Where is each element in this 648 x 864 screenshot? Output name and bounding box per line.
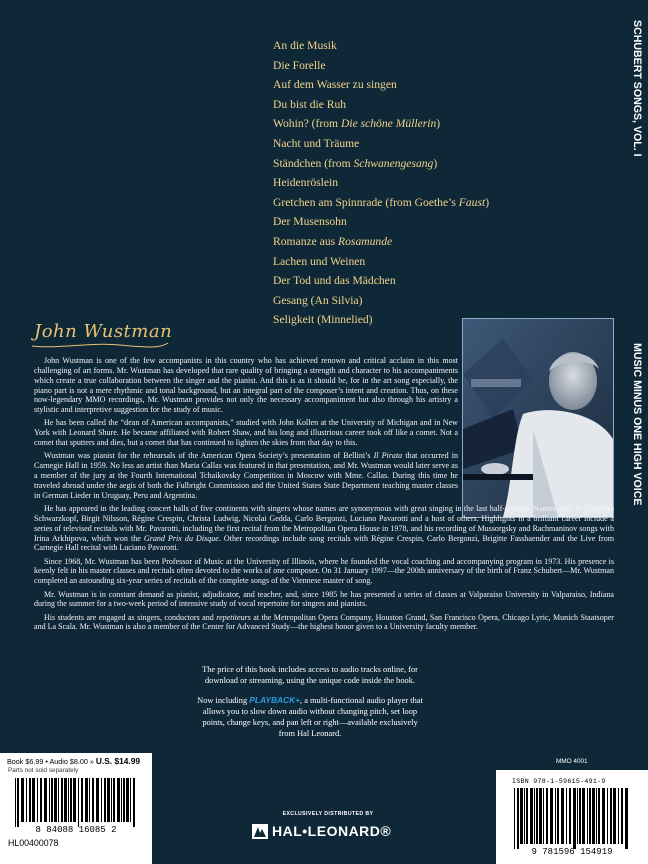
barcode-bar xyxy=(40,778,42,822)
barcode-bar xyxy=(61,778,63,822)
barcode-bar xyxy=(526,788,528,844)
song-title: Lachen und Weinen xyxy=(273,254,366,268)
barcode-bar xyxy=(530,788,533,844)
mmo-code: MMO 4001 xyxy=(556,758,588,765)
barcode-bar xyxy=(573,788,576,849)
song-title: Du bist die Ruh xyxy=(273,97,347,111)
barcode-bar xyxy=(577,788,578,844)
barcode-bar xyxy=(78,778,79,827)
barcode-bar xyxy=(561,788,564,844)
barcode-bar xyxy=(111,778,112,822)
barcode-bar xyxy=(602,788,605,844)
hl-code: HL00400078 xyxy=(8,838,59,848)
publisher-logo xyxy=(252,822,391,840)
barcode-bar xyxy=(550,788,553,844)
bio-paragraph: His students are engaged as singers, conductors and repetiteurs at the Metropolitan Opera Company, Houston Grand, San Francisco Opera, Chicago Lyric, Munich Staatsoper and La Scala. Mr. Wustman is also a member of the Center for Advanced Study—the highest honor given to a University faculty member. xyxy=(34,612,614,632)
barcode-bar xyxy=(26,778,27,822)
barcode-bar xyxy=(92,778,94,822)
isbn-box xyxy=(496,770,648,864)
playback-logo: PLAYBACK+ xyxy=(249,695,301,706)
barcode-bar xyxy=(68,778,69,822)
barcode-bar xyxy=(101,778,102,822)
barcode-bar xyxy=(130,778,131,822)
song-title: Ständchen (from Schwanengesang) xyxy=(273,156,438,170)
upc-digits: 8 84088 16085 2 xyxy=(35,825,117,834)
upc-barcode xyxy=(9,778,143,834)
barcode-bar xyxy=(49,778,50,822)
barcode-bar xyxy=(569,788,571,844)
publisher-name: HAL•LEONARD® xyxy=(272,823,392,839)
barcode-bar xyxy=(81,778,83,822)
barcode-bar xyxy=(566,788,567,844)
barcode-bar xyxy=(32,778,35,822)
barcode-bar xyxy=(621,788,623,844)
barcode-bar xyxy=(618,788,619,844)
barcode-bar xyxy=(514,788,515,849)
barcode-bar xyxy=(96,778,99,822)
barcode-bar xyxy=(613,788,616,844)
signature: John Wustman xyxy=(34,321,173,342)
biography xyxy=(34,356,614,636)
barcode-bar xyxy=(610,788,612,844)
barcode-bar xyxy=(104,778,106,822)
audio-access-note: The price of this book includes access to audio tracks online, for download or streaming, using the unique code inside the book. xyxy=(202,665,418,685)
barcode-bar xyxy=(15,778,16,827)
barcode-bar xyxy=(587,788,588,844)
barcode-bar xyxy=(596,788,597,844)
barcode-bar xyxy=(589,788,591,844)
spine-subtitle: MUSIC MINUS ONE HIGH VOICE xyxy=(631,343,643,506)
bio-paragraph: Mr. Wustman is in constant demand as pianist, adjudicator, and teacher, and, since 1985 he has presented a series of classes at Valparaiso University in Valparaiso, Indiana during the summer for a two-week period of intensive study of vocal repertoire for singers and pianists. xyxy=(34,589,614,609)
barcode-bar xyxy=(517,788,519,849)
playback-note: Now including PLAYBACK+, a multi-functional audio player that allows you to slow down audio without changing pitch, set loop points, change keys, and pan left or right—available exclusively from Hal Leonard. xyxy=(197,695,423,738)
barcode-bar xyxy=(29,778,31,822)
barcode-bar xyxy=(557,788,559,844)
barcode-bar xyxy=(582,788,585,844)
barcode-bar xyxy=(51,778,53,822)
bio-paragraph: He has appeared in the leading concert halls of five continents with singers whose names are synonymous with great singing in the last half-century. Names such as Elisabeth Schwarzkopf, Birgit Nilsson, Régine Crespin, Christa Ludwig, Nicolai Gedda, Carlo Bergonzi, Luciano Pavarotti and a host of others. Highlights in a brilliant career include a series of televised recitals with Mr. Pavarotti, including the first recital from the Metropolitan Opera House in 1978, and his recording of Mussorgsky and Rachmaninov songs with Irina Arkhipova, which won the Grand Prix du Disque. Other recordings include song recitals with Régine Crespin, Carlo Bergonzi, Brigitte Fassbaender and the Live from Carnegie Hall recital with Luciano Pavarotti. xyxy=(34,503,615,553)
not-sold-note: Parts not sold separately xyxy=(8,767,79,774)
song-title: Gretchen am Spinnrade (from Goethe’s Faust) xyxy=(273,195,490,209)
barcode-bar xyxy=(89,778,90,822)
barcode-bar xyxy=(598,788,600,844)
song-title: Der Musensohn xyxy=(273,215,347,229)
barcode-bar xyxy=(543,788,544,844)
bio-paragraph: Since 1968, Mr. Wustman has been Professor of Music at the University of Illinois, where he founded the vocal coaching and accompanying program in 1973. His presence is keenly felt in his master classes and recitals often devoted to the works of one composer. On 31 January 1997—the 200th anniversary of the birth of Franz Schubert—Mr. Wustman completed an astounding six-year series of recitals of the complete songs of the Viennese master of song. xyxy=(34,556,614,586)
song-title: Der Tod und das Mädchen xyxy=(273,274,396,288)
bio-paragraph: John Wustman is one of the few accompanists in this country who has achieved renown and critical acclaim in this most challenging of art forms. Mr. Wustman has developed that rare quality of bringing a strength and character to his accompaniments which create a true collaboration between the singer and the pianist. And this is as it should be, for in the art song especially, the piano part is not a mere rhythmic and tonal background, but an integral part of the composer’s intent and creation. Thus, on these now-legendary MMO recordings, Mr. Wustman provides not only the necessary accompaniment but also through his artistry a stylistic and interpretive suggestion for the study of music. xyxy=(34,356,458,415)
barcode-bar xyxy=(579,788,581,844)
barcode-bar xyxy=(17,778,19,827)
song-list xyxy=(273,36,603,330)
barcode-bar xyxy=(58,778,59,822)
barcode-bar xyxy=(121,778,122,822)
barcode-bar xyxy=(546,788,548,844)
barcode-bar xyxy=(113,778,115,822)
barcode-bar xyxy=(64,778,67,822)
price-box xyxy=(0,753,152,864)
barcode-bar xyxy=(107,778,110,822)
isbn-barcode xyxy=(508,788,636,858)
price-line: Book $6.99 • Audio $8.00 » U.S. $14.99 xyxy=(7,756,141,766)
barcode-bar xyxy=(85,778,88,822)
song-title: An die Musik xyxy=(273,39,337,52)
bio-paragraph: He has been called the “dean of American accompanists,” studied with John Kollen at the University of Michigan and in New York with Leonard Shure. He became affiliated with Robert Shaw, and his long and illustrious career took off like a comet. Not a comet that sputters and dies, but a comet that has continued to lighten the skies from that day to this. xyxy=(34,418,458,448)
barcode-bar xyxy=(126,778,129,822)
signature-flourish xyxy=(30,340,170,350)
barcode-bar xyxy=(539,788,542,844)
song-title: Gesang (An Silvia) xyxy=(273,293,363,307)
isbn-number: ISBN 978-1-59615-491-9 xyxy=(512,778,606,785)
barcode-bar xyxy=(133,778,135,827)
barcode-bar xyxy=(625,788,628,849)
barcode-bar xyxy=(37,778,38,822)
song-title: Nacht und Träume xyxy=(273,136,360,150)
barcode-bar xyxy=(70,778,72,822)
barcode-bar xyxy=(536,788,538,844)
song-title: Romanze aus Rosamunde xyxy=(273,234,393,248)
barcode-bar xyxy=(524,788,525,844)
barcode-bar xyxy=(123,778,125,822)
bio-paragraph: Wustman was pianist for the rehearsals of the American Opera Society’s presentation of Bellini’s Il Pirata that occurred in Carnegie Hall in 1959. No less an artist than Maria Callas was featured in that presentation, and Mr. Wustman would later serve as a member of the jury at the Fourth International Tchaikovsky Competition in Moscow with Mme. Callas. During this time he traveled abroad under the aegis of both the Fulbright Commission and the United States State Department teaching master classes in German Lieder in Uruguay, Peru and Argentina. xyxy=(34,451,459,500)
barcode-bar xyxy=(607,788,608,844)
barcode-bar xyxy=(592,788,595,844)
audio-promo xyxy=(195,665,425,748)
song-title: Die Forelle xyxy=(273,58,326,72)
spine-title: SCHUBERT SONGS, VOL. I xyxy=(631,20,643,157)
song-title: Seligkeit (Minnelied) xyxy=(273,313,373,327)
barcode-bar xyxy=(21,778,24,822)
song-title: Auf dem Wasser zu singen xyxy=(273,78,397,92)
barcode-bar xyxy=(555,788,556,844)
song-title: Heidenröslein xyxy=(273,176,339,190)
barcode-bar xyxy=(117,778,120,822)
distributed-by: EXCLUSIVELY DISTRIBUTED BY xyxy=(282,811,374,817)
barcode-bar xyxy=(520,788,523,844)
ean-digits: 9 781596 154919 xyxy=(531,847,613,857)
barcode-bar xyxy=(54,778,57,822)
hal-leonard-icon xyxy=(252,824,268,839)
barcode-bar xyxy=(534,788,535,844)
barcode-bar xyxy=(44,778,47,822)
song-title: Wohin? (from Die schöne Müllerin) xyxy=(273,117,441,131)
barcode-bar xyxy=(73,778,76,822)
